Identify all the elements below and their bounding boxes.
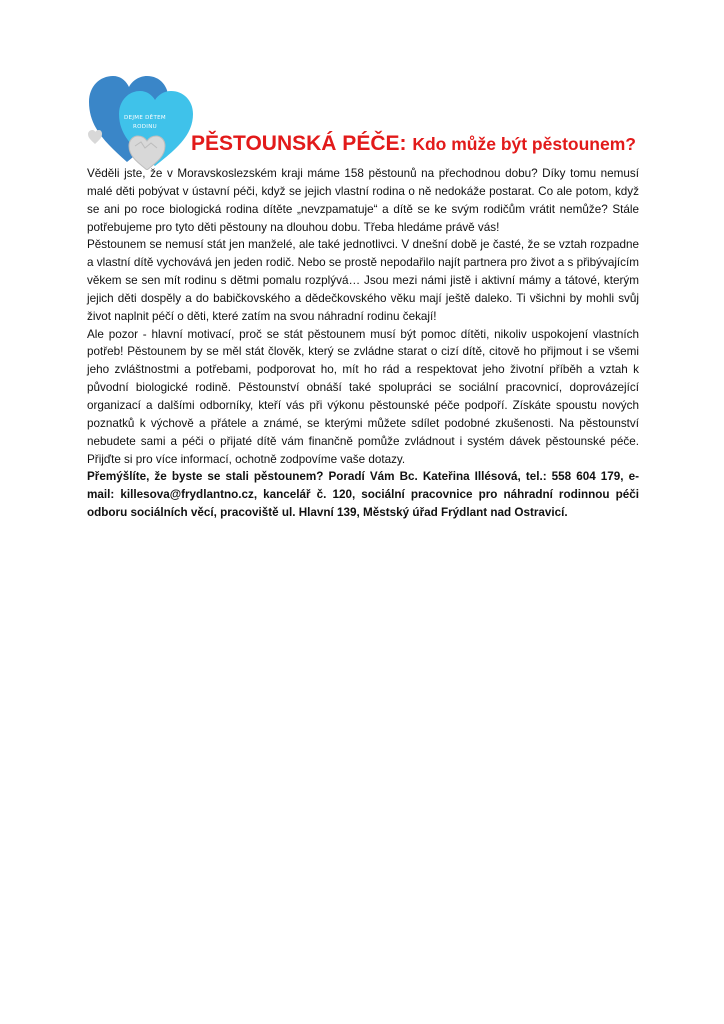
article-body [87, 165, 639, 522]
contact-paragraph: Přemýšlíte, že byste se stali pěstounem? Poradí Vám Bc. Kateřina Illésová, tel.: 558 604 179, e-mail: killesova@frydlantno.cz, kancelář č. 120, sociální pracovnice pro náhradní rodinnou péči odboru sociálních věcí, pracoviště ul. Hlavní 139, Městský úřad Frýdlant nad Ostravicí. [87, 470, 639, 520]
page-title [191, 131, 636, 157]
logo-text-line1: DEJME DĚTEM [124, 115, 166, 121]
paragraph-motivation: Ale pozor - hlavní motivací, proč se stát pěstounem musí být pomoc dítěti, nikoliv uspokojení vlastních potřeb! Pěstounem by se měl stát člověk, který se zvládne starat o cizí dítě, citově ho přijmout i se všemi jeho zvláštnostmi a potřebami, podporovat ho, mít ho rád a respektovat jeho životní příběh a vztah k původní biologické rodině. Pěstounství obnáší také spolupráci se sociální pracovnicí, doprovázející organizací a dalšími odborníky, kteří vás při výkonu pěstounské péče podpoří. Získáte spoustu nových poznatků k výchově a přátele a známé, se kterými můžete sdílet podobné zkušenosti. Na pěstounství nebudete sami a péči o přijaté dítě vám finančně pomůže zvládnout i systém dávek pěstounské péče. Přijďte si pro více informací, ochotně zodpovíme vaše dotazy. [87, 327, 639, 466]
paragraph-intro: Věděli jste, že v Moravskoslezském kraji máme 158 pěstounů na přechodnou dobu? Díky tomu nemusí malé děti pobývat v ústavní péči, když se jejich vlastní rodina o ně nedokáže postarat. Co ale potom, když se ani po roce biologická rodina dítěte „nevzpamatuje“ a dítě se ke svým rodičům vrátit nemůže? Stále potřebujeme pro tyto děti pěstouny na dlouhou dobu. Třeba hledáme právě vás! [87, 167, 639, 234]
title-sub: Kdo může být pěstounem? [412, 134, 636, 154]
paragraph-who: Pěstounem se nemusí stát jen manželé, ale také jednotlivci. V dnešní době je časté, že se vztah rozpadne a vlastní dítě vychovává jen jeden rodič. Nebo se prostě nepodařilo najít partnera pro život a s přibývajícím věkem se sen mít rodinu s dětmi pomalu rozplývá… Jsou mezi námi jistě i aktivní mámy a tátové, kterým jejich děti dospěly a do babičkovského a dědečkovského věku mají ještě daleko. Ti všichni by mohli svůj život naplnit péčí o děti, které zatím na svou náhradní rodinu čekají! [87, 238, 639, 323]
logo-text [119, 114, 171, 132]
hearts-logo [83, 70, 208, 170]
title-main: PĚSTOUNSKÁ PÉČE: [191, 132, 407, 155]
logo-text-line2: RODINU [133, 124, 157, 130]
